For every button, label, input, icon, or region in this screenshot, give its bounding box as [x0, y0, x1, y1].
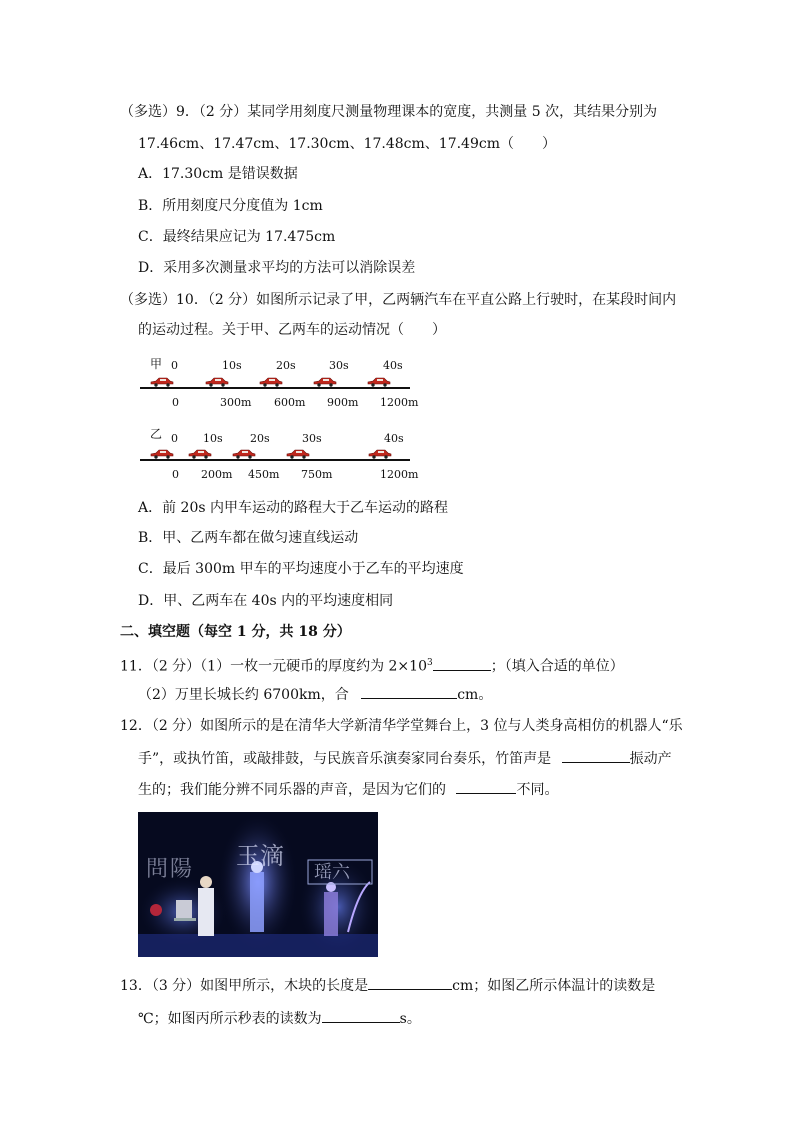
q12-line2 [138, 748, 672, 769]
section-heading-fill-in: 二、填空题（每空 1 分，共 18 分） [120, 624, 351, 640]
car-b-icon [188, 449, 212, 459]
car-b-distance-750: 750m [301, 468, 333, 481]
car-a-road [140, 387, 410, 389]
q12-blank-2[interactable] [456, 779, 516, 794]
car-a-time-20: 20s [276, 359, 296, 372]
car-a-distance-900: 900m [327, 396, 359, 409]
car-a-time-10: 10s [222, 359, 242, 372]
q12-line2-prefix: 手”，或执竹笛，或敲排鼓，与民族音乐演奏家同台奏乐，竹笛声是 [138, 751, 552, 767]
car-a-icon [205, 377, 229, 387]
car-a-icon [367, 377, 391, 387]
q11-line2 [138, 684, 492, 705]
car-b-icon [232, 449, 256, 459]
q12-line3-prefix: 生的；我们能分辨不同乐器的声音，是因为它们的 [138, 782, 446, 798]
q10-option-d: D．甲、乙两车在 40s 内的平均速度相同 [138, 593, 394, 609]
car-b-distance-200: 200m [201, 468, 233, 481]
q11-blank-1[interactable] [433, 656, 491, 671]
sign-left: 問陽 [146, 857, 195, 882]
car-b-distance-450: 450m [248, 468, 280, 481]
q12-line1: 12．（2 分）如图所示的是在清华大学新清华学堂舞台上，3 位与人类身高相仿的机器人“乐 [120, 718, 683, 734]
car-a-icon [313, 377, 337, 387]
q11-line2-suffix: cm。 [457, 687, 493, 703]
q11-prefix: 11．（2 分）（1）一枚一元硬币的厚度约为 2×10 [120, 658, 427, 675]
q10-stem-line1: （多选）10．（2 分）如图所示记录了甲，乙两辆汽车在平直公路上行驶时，在某段时间内 [120, 292, 677, 308]
q12-line3-suffix: 不同。 [516, 782, 559, 798]
q9-option-a: A．17.30cm 是错误数据 [138, 166, 298, 182]
car-a-time-40: 40s [383, 359, 403, 372]
q9-stem-line1: （多选）9．（2 分）某同学用刻度尺测量物理课本的宽度，共测量 5 次，其结果分别为 [120, 104, 658, 120]
car-b-time-30: 30s [302, 432, 322, 445]
sign-middle: 玉滴 [236, 842, 284, 870]
car-a-label: 甲 [150, 357, 163, 371]
car-a-distance-1200: 1200m [380, 396, 419, 409]
q12-line3 [138, 779, 558, 800]
q13-line1 [120, 975, 655, 996]
q11-blank-2[interactable] [361, 684, 457, 699]
sign-right: 瑶六 [314, 862, 350, 883]
car-a-time-0: 0 [171, 359, 178, 372]
stage-robot-photo [138, 812, 378, 957]
q10-option-a: A．前 20s 内甲车运动的路程大于乙车运动的路程 [138, 500, 449, 516]
q13-line2-suffix: s。 [399, 1011, 421, 1027]
q11-line2-prefix: （2）万里长城长约 6700km，合 [138, 687, 349, 703]
car-b-distance-1200: 1200m [380, 468, 419, 481]
q10-option-b: B．甲、乙两车都在做匀速直线运动 [138, 530, 359, 546]
car-a-distance-600: 600m [274, 396, 306, 409]
q10-option-c: C．最后 300m 甲车的平均速度小于乙车的平均速度 [138, 561, 464, 577]
car-b-distance-0: 0 [172, 468, 179, 481]
q13-line2 [138, 1008, 421, 1029]
car-b-icon [368, 449, 392, 459]
car-a-distance-0: 0 [172, 396, 179, 409]
car-b-icon [286, 449, 310, 459]
car-a-distance-300: 300m [220, 396, 252, 409]
q11-suffix: ；（填入合适的单位） [490, 658, 624, 675]
q13-blank-1[interactable] [368, 975, 452, 990]
car-b-time-40: 40s [384, 432, 404, 445]
q13-line1-prefix: 13．（3 分）如图甲所示，木块的长度是 [120, 978, 369, 994]
q13-blank-2[interactable] [322, 1008, 400, 1023]
q13-line2-prefix: ℃；如图丙所示秒表的读数为 [138, 1011, 322, 1027]
q11-exponent: 3 [426, 658, 433, 668]
q9-stem-line2: 17.46cm、17.47cm、17.30cm、17.48cm、17.49cm（ ） [138, 136, 556, 152]
car-b-road [140, 459, 410, 461]
car-b-icon [150, 449, 174, 459]
q10-stem-line2: 的运动过程。关于甲、乙两车的运动情况（ ） [138, 322, 446, 338]
car-b-time-10: 10s [203, 432, 223, 445]
q9-option-b: B．所用刻度尺分度值为 1cm [138, 198, 323, 214]
car-a-icon [259, 377, 283, 387]
car-b-time-20: 20s [250, 432, 270, 445]
q12-line2-suffix: 振动产 [629, 751, 672, 767]
q9-option-c: C．最终结果应记为 17.475cm [138, 229, 336, 245]
car-b-label: 乙 [150, 427, 163, 441]
q12-blank-1[interactable] [562, 748, 630, 763]
q9-option-d: D．采用多次测量求平均的方法可以消除误差 [138, 260, 416, 276]
q11-line1 [120, 653, 624, 677]
stage-scene-image [138, 812, 378, 957]
car-a-time-30: 30s [329, 359, 349, 372]
car-a-icon [150, 377, 174, 387]
car-b-time-0: 0 [171, 432, 178, 445]
q13-line1-suffix: cm；如图乙所示体温计的读数是 [452, 978, 656, 994]
